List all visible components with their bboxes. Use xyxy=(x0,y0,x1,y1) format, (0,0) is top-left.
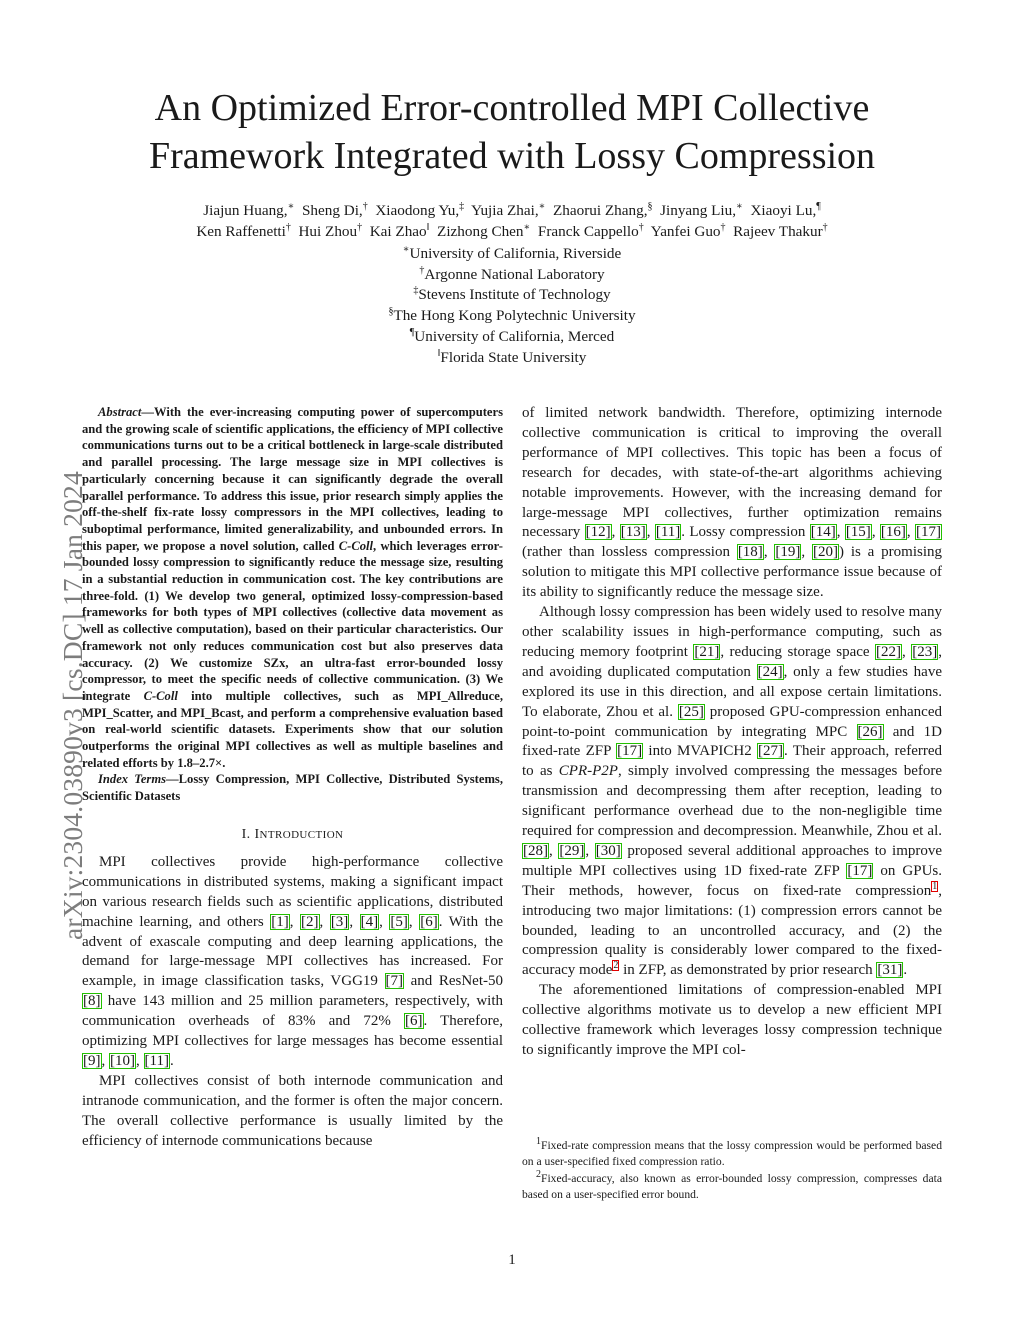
citation-link[interactable]: [20] xyxy=(813,544,838,561)
citation-link[interactable]: [4] xyxy=(360,913,379,930)
citation-link[interactable]: [30] xyxy=(595,842,621,859)
citation-link[interactable]: [25] xyxy=(678,703,704,720)
author: Xiaodong Yu, xyxy=(375,202,460,219)
citation-link[interactable]: [6] xyxy=(420,913,438,930)
affiliation-name: Argonne National Laboratory xyxy=(424,265,605,283)
abstract-lead: Abstract xyxy=(98,405,142,419)
author-mark: † xyxy=(720,221,726,233)
author-mark: † xyxy=(357,221,363,233)
citation-link[interactable]: [23] xyxy=(912,643,938,660)
affiliation xyxy=(60,327,964,348)
citation-link[interactable]: [17] xyxy=(916,524,941,541)
affiliation xyxy=(60,306,964,327)
paragraph-text: . Therefore, optimizing MPI collectives for large messages has become essential xyxy=(82,1013,503,1050)
author: Ken Raffenetti xyxy=(196,223,286,240)
author: Franck Cappello xyxy=(537,223,639,240)
paragraph-text: have 143 million and 25 million parameters, respectively, with communication overheads of 83% and 72% xyxy=(82,993,503,1030)
affiliation xyxy=(60,265,964,286)
author-mark: † xyxy=(285,221,291,233)
author: Jinyang Liu, xyxy=(660,202,737,219)
author-mark: ∗ xyxy=(287,200,295,212)
citation-link[interactable]: [11] xyxy=(144,1052,169,1069)
section-title-rest: NTRODUCTION xyxy=(259,828,344,841)
affiliation-name: Florida State University xyxy=(440,348,587,366)
affiliation-mark: ‖ xyxy=(437,347,441,359)
author: Kai Zhao xyxy=(369,223,427,240)
author-mark: † xyxy=(822,221,828,233)
affiliation xyxy=(60,285,964,306)
intro-paragraph-3: Although lossy compression has been widely used to resolve many other scalability issues in high-performance computing, such as reducing memory footprint [21], reducing storage space [22], [23], and avoiding duplicated computation [24], only a few studies have explored its use in this direction, and all expose certain limitations. To elaborate, Zhou et al. [25] proposed GPU-compression enhanced point-to-point communication by integrating MPC [26] and 1D fixed-rate ZFP [17] into MVAPICH2 [27]. Their approach, referred to as CPR-P2P, simply involved compressing the messages before transmission and decompressing them after reception, leading to significant performance overhead due to the non-negligible time required for compression and decompression. Meanwhile, Zhou et al. [28], [29], [30] proposed several additional approaches to improve multiple MPI collectives using 1D fixed-rate ZFP [17] on GPUs. Their methods, however, focus on fixed-rate compression$^1$, introducing two major limitations: (1) compression errors cannot be bounded, leading to an uncontrolled accuracy, and (2) the compression quality is considerably lower compared to the fixed-accuracy mode$^2$ in ZFP, as demonstrated by prior research [31]. xyxy=(522,604,943,979)
author: Yujia Zhai, xyxy=(471,202,539,219)
paragraph-text: , and avoiding duplicated computation xyxy=(522,643,943,680)
author-list xyxy=(60,200,964,242)
citation-link[interactable]: [14] xyxy=(810,524,836,541)
affiliation-list xyxy=(60,244,964,368)
citation-link[interactable]: [7] xyxy=(385,973,404,990)
author: Xiaoyi Lu, xyxy=(750,202,817,219)
paragraph-text: of limited network bandwidth. Therefore, optimizing internode collective communication is critical to improving the overall performance of MPI collectives. This topic has been a focus of research for decades, with state-of-the-art algorithms achieving notable improvements. However, with the increasing demand for large-message MPI collectives, further optimization remains necessary xyxy=(522,405,942,541)
affiliation-name: The Hong Kong Polytechnic University xyxy=(393,307,636,325)
paragraph-text: and ResNet-50 xyxy=(404,973,503,990)
intro-paragraph-4: The aforementioned limitations of compression-enabled MPI collective algorithms motivate us to develop a new efficient MPI collective framework which leverages lossy compression technique to significantly improve the MPI col- xyxy=(522,982,942,1058)
footnote-link[interactable]: 1 xyxy=(932,880,938,892)
author: Zizhong Chen xyxy=(437,223,524,240)
paragraph-text: ) is a promising solution to mitigate this MPI collective performance issue because of its ability to significantly reduce the message size. xyxy=(522,544,943,601)
method-name: CPR-P2P xyxy=(558,763,618,780)
section-heading xyxy=(82,827,503,843)
paragraph-text: Although lossy compression has been widely used to resolve many other scalability issues in high-performance computing, such as reducing memory footprint xyxy=(522,604,942,660)
paragraph-text: in ZFP, as demonstrated by prior research xyxy=(619,962,877,979)
paragraph-text: , introducing two major limitations: (1) compression errors cannot be bounded, leading to an uncontrolled accuracy, and (2) the compression quality is considerably lower compared to the fixed-accuracy mode xyxy=(522,882,942,979)
citation-link[interactable]: [26] xyxy=(857,723,883,740)
citation-link[interactable]: [6] xyxy=(405,1013,423,1030)
citation-link[interactable]: [17] xyxy=(617,743,643,760)
title-line-1: An Optimized Error-controlled MPI Collective xyxy=(154,87,870,129)
footnote-text: Fixed-rate compression means that the lossy compression would be performed based on a user-specified fixed compression ratio. xyxy=(522,1139,942,1168)
author-mark: ¶ xyxy=(816,200,821,212)
section-title-initial: I xyxy=(254,826,260,842)
author-mark: † xyxy=(638,221,644,233)
affiliation xyxy=(60,244,964,265)
author-mark: ∗ xyxy=(538,200,546,212)
author-line-1 xyxy=(60,200,964,221)
author-mark: † xyxy=(362,200,368,212)
citation-link[interactable]: [12] xyxy=(585,524,611,541)
paragraph-text: . xyxy=(169,1052,174,1069)
citation-link[interactable]: [2] xyxy=(301,913,319,930)
author-mark: § xyxy=(647,200,653,212)
page-number: 1 xyxy=(508,1252,516,1268)
affiliation-mark: § xyxy=(388,306,394,318)
citation-link[interactable]: [9] xyxy=(83,1052,101,1069)
citation-link[interactable]: [19] xyxy=(775,544,801,561)
section-number: I. xyxy=(241,826,255,842)
paragraph-text: , only a few studies have explored its use in this direction, and all expose certain limitations. To elaborate, Zhou et al. xyxy=(522,663,942,720)
citation-link[interactable]: [24] xyxy=(757,663,783,680)
intro-paragraph-1: MPI collectives provide high-performance collective communications in distributed systems, making a significant impact on various research fields such as scientific applications, distributed machine learning, and others [1], [2], [3], [4], [5], [6]. With the advent of exascale computing and deep learning applications, the demand for large-message MPI collectives has increased. For example, in image classification tasks, VGG19 [7] and ResNet-50 [8] have 143 million and 25 million parameters, respectively, with communication overheads of 83% and 72% [6]. Therefore, optimizing MPI collectives for large messages has become essential [9], [10], [11]. xyxy=(82,853,503,1069)
paragraph-text: , reducing storage space xyxy=(720,643,876,660)
abstract-text: into multiple collectives, such as MPI_Allreduce, MPI_Scatter, and MPI_Bcast, and perform a comprehensive evaluation based on real-world scientific datasets. Experiments show that our solution outperforms the original MPI collectives as well as multiple baselines and related efforts by 1.8–2.7×. xyxy=(82,688,503,770)
title-line-2: Framework Integrated with Lossy Compression xyxy=(148,135,876,177)
paragraph-text: . Their approach, referred to as xyxy=(522,743,942,780)
footnote xyxy=(522,1138,942,1169)
intro-paragraph-2-cont: of limited network bandwidth. Therefore, optimizing internode collective communication is critical to improving the overall performance of MPI collectives. This topic has been a focus of research for decades, with state-of-the-art algorithms achieving notable improvements. However, with the increasing demand for large-message MPI collectives, further optimization remains necessary [12], [13], [11]. Lossy compression [14], [15], [16], [17] (rather than lossless compression [18], [19], [20]) is a promising solution to mitigate this MPI collective performance issue because of its ability to significantly reduce the message size. xyxy=(522,405,943,601)
left-column xyxy=(82,404,503,1151)
citation-link[interactable]: [8] xyxy=(83,993,101,1010)
paragraph-text: (rather than lossless compression xyxy=(522,544,737,561)
abstract-text: , which leverages error-bounded lossy compression to significantly reduce the message size, resulting in a substantial reduction in communication cost. The key contributions are three-fold. (1) We develop two general, optimized lossy-compression-based frameworks for both types of MPI collectives (collective data movement as well as collective computation), based on their particular characteristics. Our framework not only reduces communication cost but also preserves data accuracy. (2) We customize SZx, an ultra-fast error-bounded lossy compressor, to meet the specific needs of collective communication. (3) We integrate xyxy=(82,538,503,703)
paragraph-text: MPI collectives provide high-performance collective communications in distributed systems, making a significant impact on various research fields such as scientific applications, distributed machine learning, and others xyxy=(82,853,503,930)
citation-link[interactable]: [29] xyxy=(559,842,585,859)
index-terms-lead: Index Terms xyxy=(98,772,167,787)
author-mark: ‖ xyxy=(426,221,430,233)
author-line-2 xyxy=(60,221,964,242)
affiliation-name: University of California, Merced xyxy=(414,327,615,345)
citation-link[interactable]: [11] xyxy=(655,524,681,541)
intro-paragraph-2: MPI collectives consist of both internode communication and intranode communication, and the former is often the major concern. The overall collective performance is usually limited by the efficiency of internode communications because xyxy=(82,1072,503,1149)
paragraph-text: proposed several additional approaches to improve multiple MPI collectives using 1D fixed-rate ZFP xyxy=(522,842,943,879)
affiliation-mark: ∗ xyxy=(402,243,410,255)
citation-link[interactable]: [31] xyxy=(877,962,903,979)
paragraph-text: . Lossy compression xyxy=(681,524,810,541)
abstract-text: —With the ever-increasing computing power of supercomputers and the growing scale of scientific applications, the efficiency of MPI collective communications turns out to be a critical bottleneck in large-scale distributed and parallel processing. The large message size in MPI collectives is particularly concerning because it can significantly degrade the overall parallel performance. To address this issue, prior research simply applies the off-the-shelf fix-rate lossy compressors in the MPI collectives, leading to suboptimal performance, limited generalizability, and unbounded errors. In this paper, we propose a novel solution, called xyxy=(82,405,503,553)
index-terms-text: —Lossy Compression, MPI Collective, Distributed Systems, Scientific Datasets xyxy=(82,772,503,804)
citation-link[interactable]: [21] xyxy=(694,643,720,660)
author-mark: ∗ xyxy=(523,221,531,233)
author-mark: ‡ xyxy=(459,200,465,212)
index-terms xyxy=(82,771,503,804)
paragraph-text: proposed GPU-compression enhanced point-to-point communication by integrating MPC xyxy=(522,703,943,740)
paragraph-text: into MVAPICH2 xyxy=(643,743,758,760)
right-column xyxy=(522,404,942,1061)
author: Jiajun Huang, xyxy=(203,202,288,219)
author: Yanfei Guo xyxy=(650,223,721,240)
author-mark: ∗ xyxy=(736,200,743,212)
abstract xyxy=(82,404,503,771)
citation-link[interactable]: [16] xyxy=(880,524,906,541)
abstract-term: C-Coll xyxy=(143,688,178,703)
citation-link[interactable]: [1] xyxy=(271,913,289,930)
abstract-term: C-Coll xyxy=(338,538,374,553)
citation-link[interactable]: [10] xyxy=(110,1052,135,1069)
footnote-mark: 2 xyxy=(536,1169,541,1181)
affiliation xyxy=(60,348,964,369)
citation-link[interactable]: [13] xyxy=(620,524,646,541)
paragraph-text: on GPUs. Their methods, however, focus on fixed-rate compression xyxy=(522,862,942,899)
citation-link[interactable]: [27] xyxy=(758,743,784,760)
citation-link[interactable]: [17] xyxy=(847,862,873,879)
citation-link[interactable]: [5] xyxy=(390,913,408,930)
citation-link[interactable]: [3] xyxy=(330,913,349,930)
footnote xyxy=(522,1171,942,1202)
affiliation-mark: † xyxy=(419,264,425,276)
citation-link[interactable]: [15] xyxy=(845,524,871,541)
affiliation-name: University of California, Riverside xyxy=(409,245,622,262)
paper-title xyxy=(60,84,964,180)
affiliation-name: Stevens Institute of Technology xyxy=(418,286,611,304)
citation-link[interactable]: [18] xyxy=(737,544,763,561)
footnote-link[interactable]: 2 xyxy=(613,960,619,972)
paragraph-text: . With the advent of exascale computing and deep learning applications, the demand for large-message MPI collectives has increased. For example, in image classification tasks, VGG19 xyxy=(82,913,503,990)
footnote-text: Fixed-accuracy, also known as error-bounded lossy compression, compresses data based on a user-specified error bound. xyxy=(522,1172,942,1201)
author: Zhaorui Zhang, xyxy=(553,202,648,219)
arxiv-stamp: arXiv:2304.03890v3 [cs.DC] 17 Jan 2024 xyxy=(57,471,88,940)
affiliation-mark: ¶ xyxy=(409,326,415,338)
author: Rajeev Thakur xyxy=(733,223,823,240)
author: Sheng Di, xyxy=(301,202,363,219)
author: Hui Zhou xyxy=(298,223,358,240)
paragraph-text: , simply involved compressing the messages before transmission and decompressing them after reception, leading to significant performance overhead due to the non-negligible time required for compression and decompression. Meanwhile, Zhou et al. xyxy=(522,763,943,840)
footnote-mark: 1 xyxy=(536,1136,541,1148)
affiliation-mark: ‡ xyxy=(413,285,419,297)
citation-link[interactable]: [28] xyxy=(523,842,548,859)
paragraph-text: and 1D fixed-rate ZFP xyxy=(522,723,942,760)
footnotes xyxy=(522,1138,942,1204)
paragraph-text: . xyxy=(903,962,908,979)
citation-link[interactable]: [22] xyxy=(876,643,902,660)
